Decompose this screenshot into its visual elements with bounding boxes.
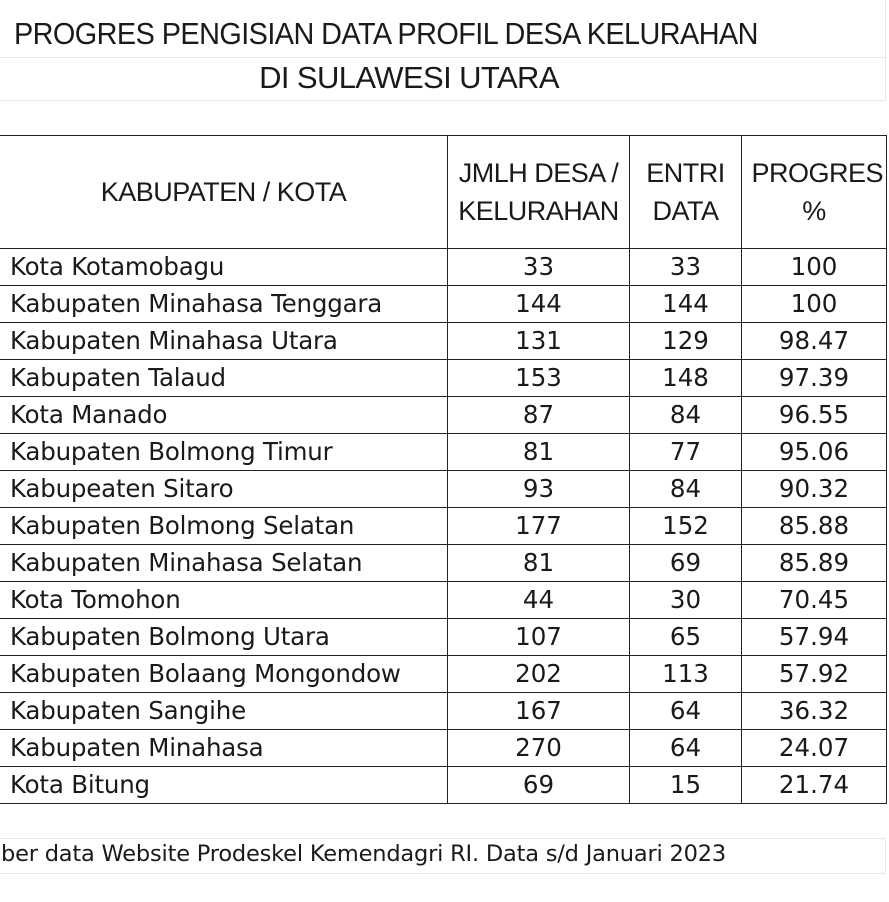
cell-entries: 15 (630, 767, 742, 804)
cell-progress: 85.88 (742, 508, 887, 545)
cell-villages: 144 (448, 286, 630, 323)
cell-progress: 57.92 (742, 656, 887, 693)
cell-region: Kota Tomohon (0, 582, 448, 619)
table-row (0, 582, 887, 619)
cell-entries: 148 (630, 360, 742, 397)
table-row (0, 693, 887, 730)
cell-region: Kabupaten Bolaang Mongondow (0, 656, 448, 693)
table-row (0, 508, 887, 545)
cell-entries: 64 (630, 693, 742, 730)
table-row (0, 656, 887, 693)
cell-progress: 90.32 (742, 471, 887, 508)
table-row (0, 619, 887, 656)
cell-entries: 84 (630, 471, 742, 508)
cell-progress: 96.55 (742, 397, 887, 434)
cell-region: Kabupaten Bolmong Timur (0, 434, 448, 471)
cell-progress: 36.32 (742, 693, 887, 730)
cell-villages: 69 (448, 767, 630, 804)
cell-entries: 152 (630, 508, 742, 545)
table-row (0, 545, 887, 582)
header-villages: JMLH DESA / KELURAHAN (448, 136, 630, 249)
table-row (0, 323, 887, 360)
cell-entries: 65 (630, 619, 742, 656)
table-row (0, 286, 887, 323)
cell-progress: 97.39 (742, 360, 887, 397)
cell-progress: 100 (742, 249, 887, 286)
cell-villages: 87 (448, 397, 630, 434)
cell-villages: 177 (448, 508, 630, 545)
cell-entries: 129 (630, 323, 742, 360)
cell-region: Kabupaten Bolmong Selatan (0, 508, 448, 545)
table-row (0, 767, 887, 804)
cell-entries: 144 (630, 286, 742, 323)
cell-entries: 77 (630, 434, 742, 471)
cell-entries: 84 (630, 397, 742, 434)
page-title: PROGRES PENGISIAN DATA PROFIL DESA KELURAHAN (14, 16, 758, 51)
table-row (0, 397, 887, 434)
table-row (0, 471, 887, 508)
cell-progress: 21.74 (742, 767, 887, 804)
cell-villages: 44 (448, 582, 630, 619)
cell-region: Kabupaten Minahasa Selatan (0, 545, 448, 582)
cell-region: Kota Bitung (0, 767, 448, 804)
cell-entries: 113 (630, 656, 742, 693)
cell-progress: 98.47 (742, 323, 887, 360)
cell-region: Kabupaten Sangihe (0, 693, 448, 730)
cell-region: Kota Manado (0, 397, 448, 434)
cell-progress: 95.06 (742, 434, 887, 471)
header-entries: ENTRI DATA (630, 136, 742, 249)
cell-progress: 57.94 (742, 619, 887, 656)
cell-villages: 153 (448, 360, 630, 397)
cell-villages: 131 (448, 323, 630, 360)
cell-villages: 33 (448, 249, 630, 286)
cell-villages: 270 (448, 730, 630, 767)
table-row (0, 434, 887, 471)
table-row (0, 730, 887, 767)
table-header-row (0, 136, 887, 249)
cell-region: Kabupaten Minahasa Utara (0, 323, 448, 360)
cell-entries: 69 (630, 545, 742, 582)
cell-entries: 30 (630, 582, 742, 619)
cell-region: Kabupeaten Sitaro (0, 471, 448, 508)
progress-table (0, 135, 887, 804)
cell-villages: 81 (448, 545, 630, 582)
page-subtitle: DI SULAWESI UTARA (259, 60, 559, 95)
table-row (0, 360, 887, 397)
cell-progress: 85.89 (742, 545, 887, 582)
cell-villages: 202 (448, 656, 630, 693)
cell-villages: 81 (448, 434, 630, 471)
cell-region: Kabupaten Minahasa (0, 730, 448, 767)
cell-villages: 107 (448, 619, 630, 656)
table-row (0, 249, 887, 286)
cell-progress: 24.07 (742, 730, 887, 767)
cell-entries: 33 (630, 249, 742, 286)
cell-region: Kabupaten Talaud (0, 360, 448, 397)
header-region: KABUPATEN / KOTA (0, 136, 448, 249)
cell-entries: 64 (630, 730, 742, 767)
cell-progress: 100 (742, 286, 887, 323)
header-progress: PROGRES % (742, 136, 887, 249)
cell-villages: 93 (448, 471, 630, 508)
cell-region: Kabupaten Minahasa Tenggara (0, 286, 448, 323)
cell-region: Kabupaten Bolmong Utara (0, 619, 448, 656)
source-note: ber data Website Prodeskel Kemendagri RI. Data s/d Januari 2023 (1, 841, 726, 867)
cell-progress: 70.45 (742, 582, 887, 619)
cell-region: Kota Kotamobagu (0, 249, 448, 286)
title-divider (0, 57, 885, 58)
cell-villages: 167 (448, 693, 630, 730)
